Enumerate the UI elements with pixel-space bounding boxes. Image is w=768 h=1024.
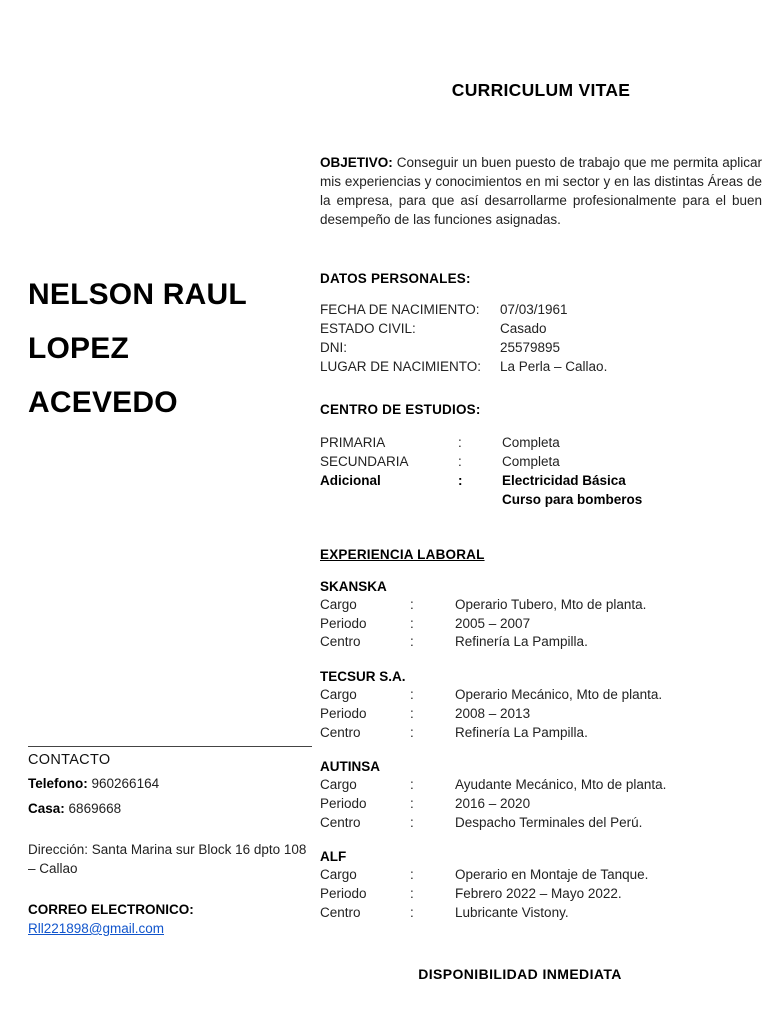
job-entry [320, 849, 762, 922]
row-colon: : [410, 615, 414, 631]
row-label: Centro [320, 724, 361, 740]
job-company: TECSUR S.A. [320, 669, 406, 685]
row-value: Refinería La Pampilla. [455, 724, 588, 740]
row-label: Centro [320, 904, 361, 920]
job-company: SKANSKA [320, 579, 387, 594]
row-colon: : [458, 454, 462, 469]
row-value: Completa [502, 454, 560, 469]
name-line-3: ACEVEDO [28, 386, 178, 419]
row-value: Operario Tubero, Mto de planta. [455, 597, 647, 612]
job-company: ALF [320, 849, 347, 865]
row-value: Refinería La Pampilla. [455, 634, 588, 650]
candidate-name [28, 268, 313, 430]
job-entry [320, 759, 762, 832]
home-phone-value: 6869668 [68, 801, 122, 816]
job-centro-row [320, 904, 762, 923]
row-value: 2008 – 2013 [455, 705, 531, 721]
row-colon: : [410, 705, 414, 721]
job-entry [320, 579, 762, 652]
row-label: Centro [320, 814, 361, 830]
row-label: Periodo [320, 615, 367, 631]
row-value: Lubricante Vistony. [455, 904, 569, 920]
experience-section [320, 547, 762, 922]
row-label: Adicional [320, 473, 381, 488]
personal-data-section [320, 271, 762, 376]
row-colon: : [410, 597, 414, 612]
row-value: Operario Mecánico, Mto de planta. [455, 687, 663, 703]
job-periodo-row [320, 795, 762, 814]
row-value: Febrero 2022 – Mayo 2022. [455, 886, 622, 902]
row-value: 25579895 [500, 340, 561, 355]
row-label: DNI: [320, 340, 347, 355]
contact-heading: CONTACTO [28, 746, 312, 768]
job-periodo-row [320, 705, 762, 724]
name-line-1: NELSON RAUL [28, 278, 247, 311]
row-value: 07/03/1961 [500, 302, 568, 317]
studies-heading: CENTRO DE ESTUDIOS: [320, 402, 481, 417]
row-colon: : [410, 795, 414, 811]
row-label: PRIMARIA [320, 435, 386, 450]
main-content [320, 80, 762, 922]
address-value: Santa Marina sur Block 16 dpto 108 – Callao [28, 842, 307, 876]
address-row [28, 840, 312, 878]
row-value: Casado [500, 321, 547, 336]
email-link[interactable]: Rll221898@gmail.com [28, 921, 165, 936]
row-label: FECHA DE NACIMIENTO: [320, 302, 480, 317]
row-label: ESTADO CIVIL: [320, 321, 416, 336]
row-label: Periodo [320, 886, 367, 902]
home-phone-label: Casa: [28, 801, 65, 816]
row-label: Periodo [320, 705, 367, 721]
personal-row [320, 357, 762, 376]
row-value: Operario en Montaje de Tanque. [455, 867, 649, 883]
row-value: 2005 – 2007 [455, 615, 531, 631]
row-value: Despacho Terminales del Perú. [455, 814, 643, 830]
job-cargo-row [320, 596, 762, 615]
row-label: Centro [320, 634, 361, 650]
row-label: Cargo [320, 687, 357, 703]
phone-value: 960266164 [91, 776, 160, 791]
job-periodo-row [320, 885, 762, 904]
studies-row [320, 471, 762, 509]
row-colon: : [410, 904, 414, 920]
row-colon: : [410, 867, 414, 883]
row-colon: : [410, 724, 414, 740]
home-phone-row [28, 799, 312, 818]
name-line-2: LOPEZ [28, 332, 130, 365]
row-label: LUGAR DE NACIMIENTO: [320, 359, 482, 374]
personal-data-heading: DATOS PERSONALES: [320, 271, 471, 286]
row-label: Cargo [320, 777, 357, 793]
personal-row [320, 319, 762, 338]
row-value-line-1: Electricidad Básica [502, 473, 626, 488]
experience-heading: EXPERIENCIA LABORAL [320, 547, 485, 562]
personal-rows [320, 300, 762, 376]
row-colon: : [410, 814, 414, 830]
studies-section [320, 402, 762, 509]
phone-label: Telefono: [28, 776, 88, 791]
row-value-line-2: Curso para bomberos [502, 492, 643, 507]
job-cargo-row [320, 866, 762, 885]
job-cargo-row [320, 686, 762, 705]
row-value [502, 471, 762, 509]
row-label: Periodo [320, 795, 367, 811]
phone-row [28, 774, 312, 793]
job-centro-row [320, 633, 762, 652]
row-colon: : [410, 687, 414, 703]
studies-row [320, 452, 762, 471]
email-heading: CORREO ELECTRONICO: [28, 902, 194, 917]
row-colon: : [458, 473, 463, 488]
studies-rows [320, 433, 762, 509]
address-label: Dirección: [28, 842, 89, 857]
job-centro-row [320, 814, 762, 833]
objective-paragraph [320, 153, 762, 229]
row-label: Cargo [320, 597, 357, 612]
row-colon: : [410, 777, 414, 793]
personal-row [320, 338, 762, 357]
page-title: CURRICULUM VITAE [451, 80, 631, 100]
objective-label: OBJETIVO: [320, 155, 393, 170]
row-colon: : [410, 634, 414, 650]
row-value: Ayudante Mecánico, Mto de planta. [455, 777, 667, 793]
personal-row [320, 300, 762, 319]
job-cargo-row [320, 776, 762, 795]
contact-section [28, 746, 312, 936]
availability-note: DISPONIBILIDAD INMEDIATA [418, 966, 622, 982]
job-company: AUTINSA [320, 759, 380, 775]
row-value: 2016 – 2020 [455, 795, 531, 811]
row-value: La Perla – Callao. [500, 359, 608, 374]
job-periodo-row [320, 615, 762, 634]
row-label: SECUNDARIA [320, 454, 409, 469]
studies-row [320, 433, 762, 452]
row-label: Cargo [320, 867, 357, 883]
row-colon: : [410, 886, 414, 902]
objective-text: Conseguir un buen puesto de trabajo que me permita aplicar mis experiencias y conocimientos en mi sector y en las distintas Áreas de la empresa, para que así desarrollarme profesionalmente para el buen desempeño de las funciones asignadas. [320, 155, 762, 227]
job-entry [320, 669, 762, 742]
row-colon: : [458, 435, 462, 450]
row-value: Completa [502, 435, 560, 450]
job-centro-row [320, 724, 762, 743]
